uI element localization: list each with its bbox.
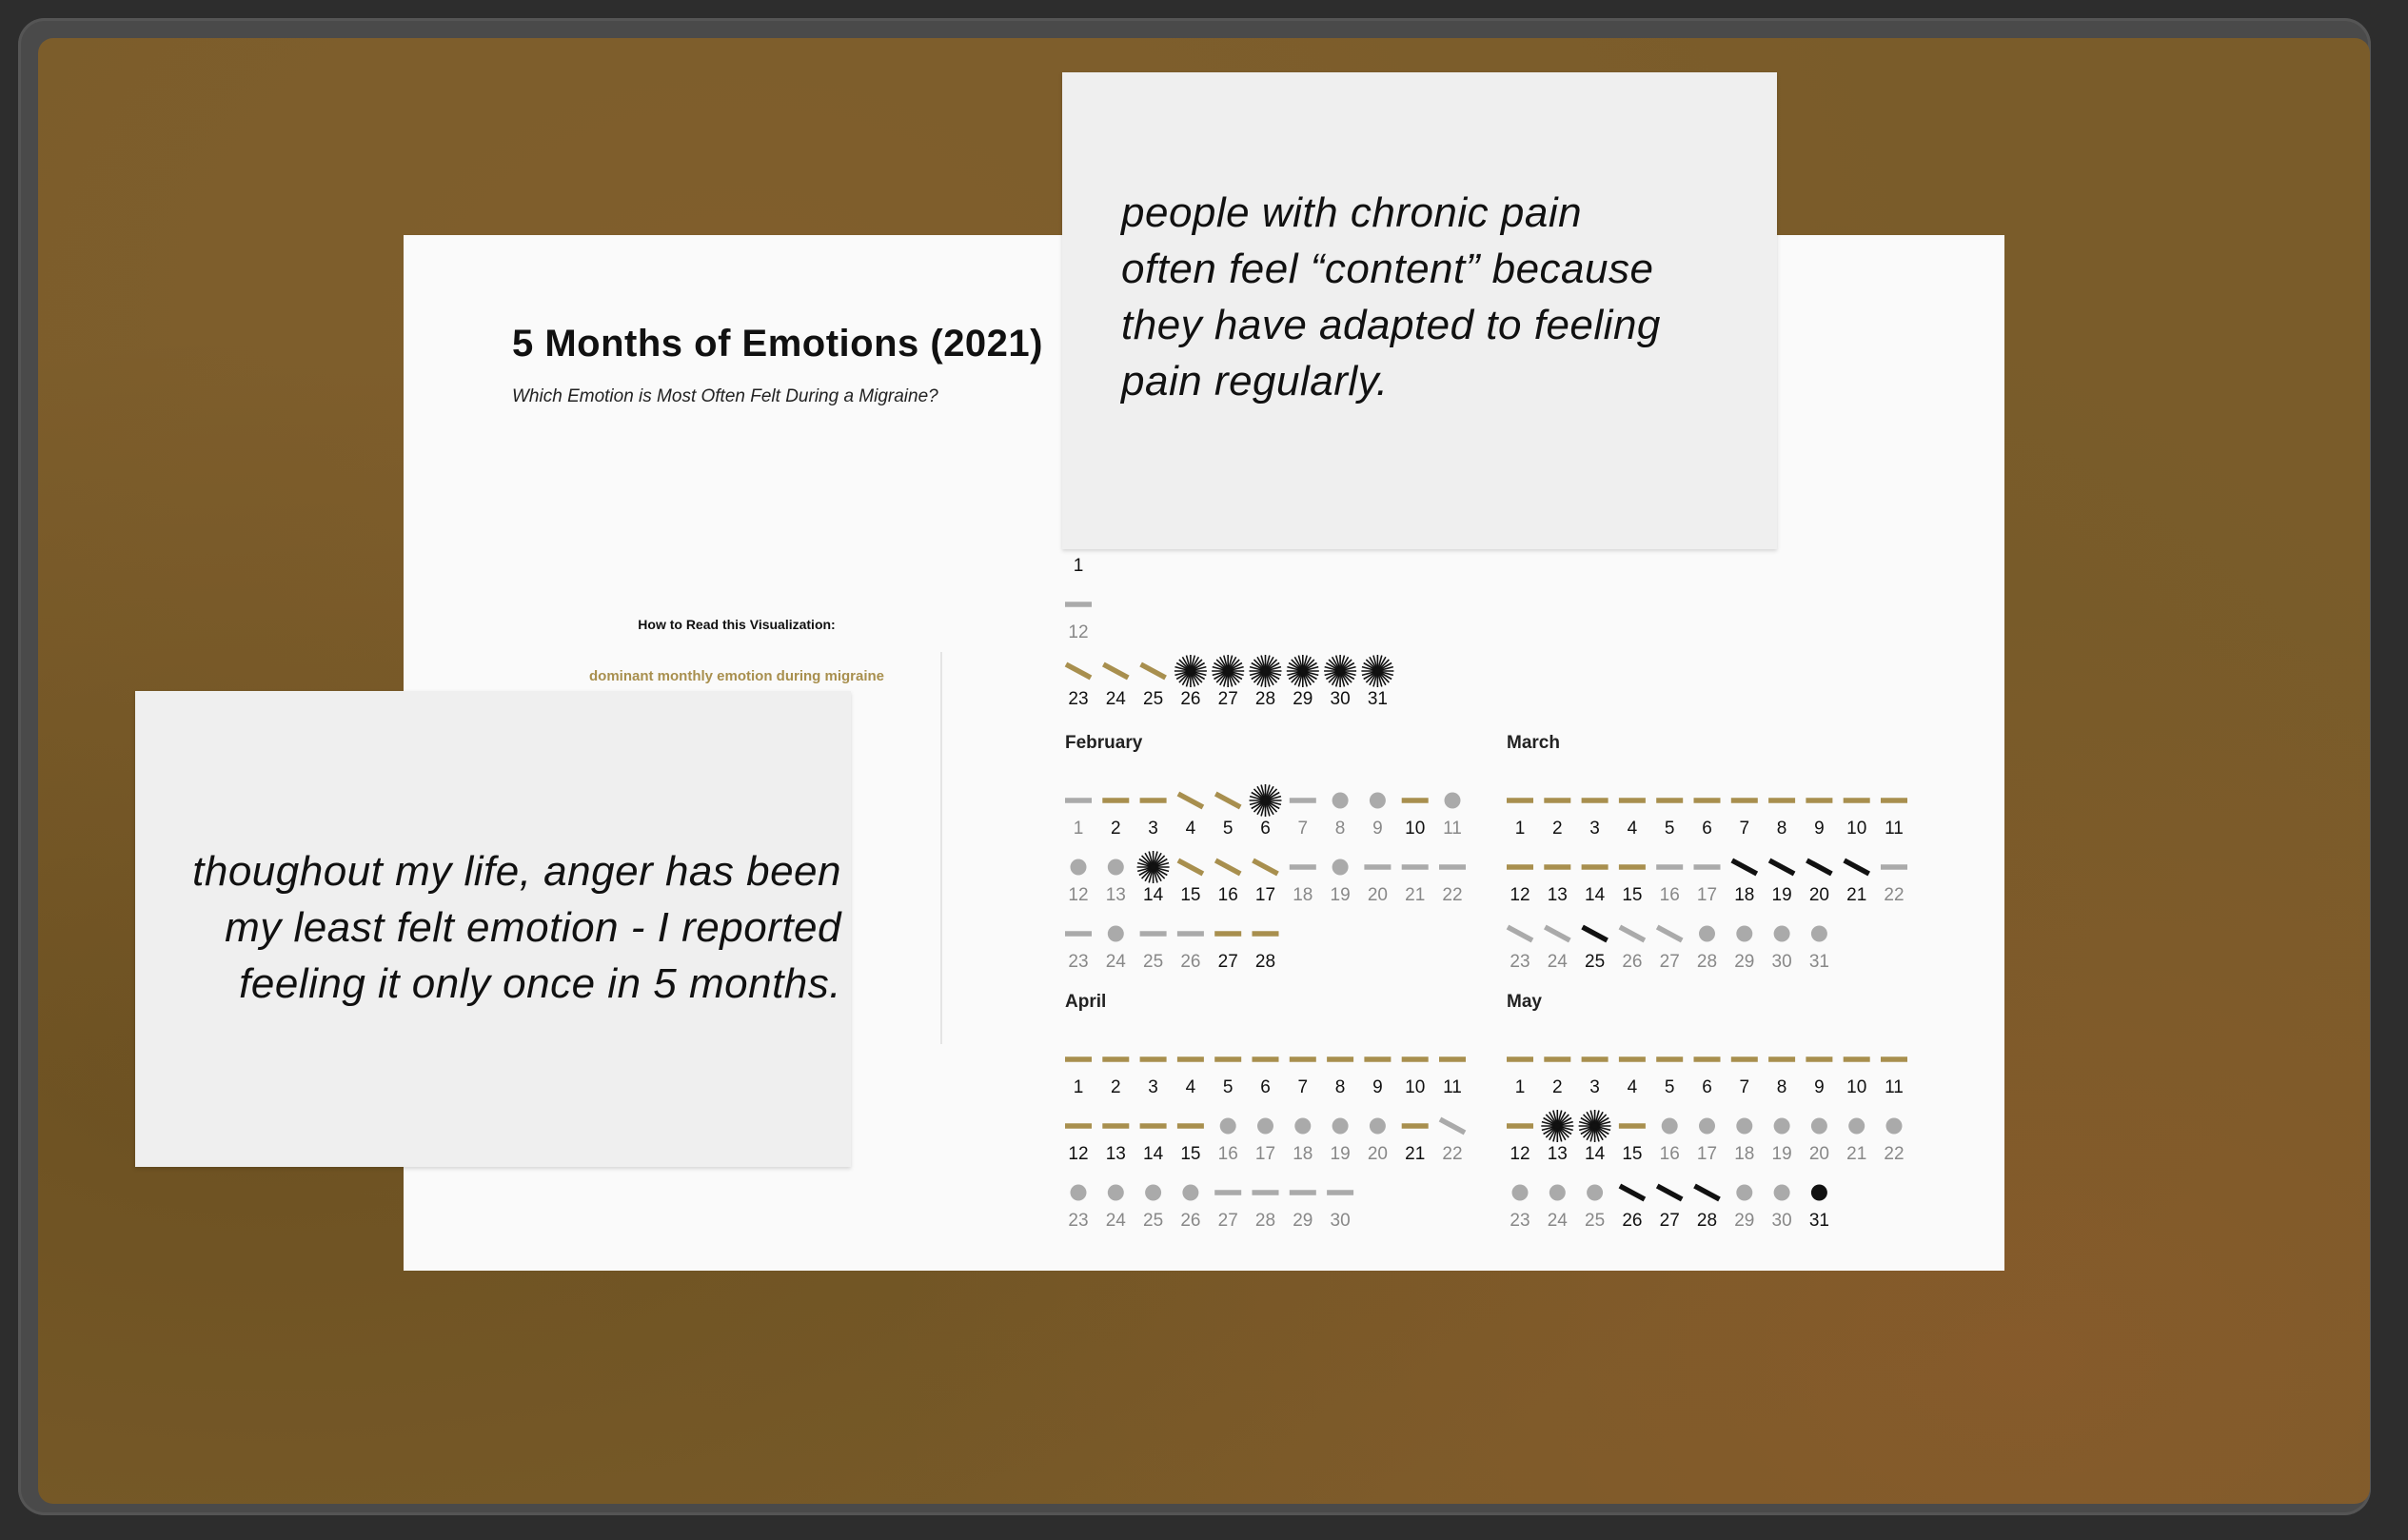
day-number: 22 bbox=[1442, 1144, 1463, 1164]
day-number: 1 bbox=[1514, 1077, 1526, 1097]
day-number: 19 bbox=[1771, 885, 1792, 905]
day-number: 26 bbox=[1622, 1211, 1643, 1231]
day-number: 11 bbox=[1443, 1077, 1462, 1097]
day-mark-dot bbox=[1071, 1185, 1087, 1201]
day-number: 8 bbox=[1776, 819, 1787, 839]
day-mark-back bbox=[1620, 1186, 1645, 1199]
day-mark-star bbox=[1541, 1110, 1573, 1142]
day-number: 12 bbox=[1068, 885, 1089, 905]
day-number: 22 bbox=[1884, 885, 1905, 905]
day-mark-dot bbox=[1332, 793, 1349, 809]
month-panel-february bbox=[1065, 733, 1466, 972]
day-number: 17 bbox=[1254, 885, 1276, 905]
day-number: 1 bbox=[1073, 556, 1084, 576]
day-number: 3 bbox=[1589, 1077, 1600, 1097]
day-number: 20 bbox=[1367, 885, 1388, 905]
day-number: 16 bbox=[1217, 885, 1238, 905]
day-number: 12 bbox=[1510, 1144, 1530, 1164]
day-mark-back bbox=[1845, 860, 1869, 874]
day-number: 26 bbox=[1622, 952, 1643, 972]
day-number: 23 bbox=[1068, 1211, 1089, 1231]
quote-top-line: pain regularly. bbox=[1121, 358, 1389, 405]
day-number: 30 bbox=[1771, 952, 1792, 972]
day-mark-back bbox=[1178, 794, 1203, 807]
day-number: 12 bbox=[1068, 1144, 1089, 1164]
day-number: 20 bbox=[1808, 1144, 1829, 1164]
day-number: 28 bbox=[1696, 1211, 1718, 1231]
day-number: 19 bbox=[1330, 1144, 1351, 1164]
day-number: 16 bbox=[1659, 1144, 1680, 1164]
day-mark-dot bbox=[1848, 1118, 1865, 1135]
day-number: 4 bbox=[1185, 1077, 1196, 1097]
day-number: 9 bbox=[1814, 1077, 1825, 1097]
day-mark-slant bbox=[1103, 664, 1128, 678]
month-panel-march bbox=[1507, 733, 1907, 972]
day-number: 10 bbox=[1405, 1077, 1426, 1097]
day-number: 26 bbox=[1180, 1211, 1201, 1231]
day-number: 13 bbox=[1547, 1144, 1568, 1164]
day-mark-dot bbox=[1108, 859, 1124, 876]
day-mark-back bbox=[1508, 927, 1532, 940]
day-mark-dot bbox=[1811, 926, 1827, 942]
day-mark-back bbox=[1545, 927, 1569, 940]
day-number: 9 bbox=[1372, 819, 1383, 839]
day-mark-dot bbox=[1370, 793, 1386, 809]
day-number: 23 bbox=[1510, 1211, 1530, 1231]
day-number: 10 bbox=[1405, 819, 1426, 839]
day-mark-back bbox=[1732, 860, 1757, 874]
day-number: 11 bbox=[1885, 1077, 1904, 1097]
day-number: 7 bbox=[1297, 819, 1309, 839]
day-mark-star bbox=[1287, 655, 1319, 687]
day-mark-back bbox=[1695, 1186, 1720, 1199]
day-mark-dot bbox=[1445, 793, 1461, 809]
day-mark-dot bbox=[1736, 926, 1752, 942]
day-number: 27 bbox=[1659, 1211, 1680, 1231]
day-mark-dot bbox=[1811, 1118, 1827, 1135]
day-number: 13 bbox=[1105, 1144, 1126, 1164]
day-number: 14 bbox=[1585, 1144, 1606, 1164]
day-number: 25 bbox=[1585, 952, 1606, 972]
day-number: 28 bbox=[1254, 689, 1276, 709]
day-mark-dot bbox=[1811, 1185, 1827, 1201]
day-number: 31 bbox=[1808, 952, 1829, 972]
howto-title: How to Read this Visualization: bbox=[638, 617, 836, 632]
day-number: 13 bbox=[1105, 885, 1126, 905]
day-number: 6 bbox=[1702, 1077, 1712, 1097]
day-number: 10 bbox=[1846, 1077, 1867, 1097]
day-mark-dot bbox=[1886, 1118, 1903, 1135]
day-number: 29 bbox=[1734, 952, 1755, 972]
day-number: 15 bbox=[1180, 885, 1201, 905]
page-subtitle: Which Emotion is Most Often Felt During a Migraine? bbox=[512, 386, 938, 406]
day-number: 14 bbox=[1143, 1144, 1164, 1164]
day-mark-star bbox=[1212, 655, 1244, 687]
day-number: 8 bbox=[1334, 819, 1346, 839]
day-number: 23 bbox=[1510, 952, 1530, 972]
day-number: 16 bbox=[1659, 885, 1680, 905]
day-mark-star bbox=[1250, 655, 1282, 687]
month-label: March bbox=[1507, 733, 1560, 753]
day-number: 28 bbox=[1254, 1211, 1276, 1231]
day-mark-back bbox=[1769, 860, 1794, 874]
day-mark-back bbox=[1178, 860, 1203, 874]
day-number: 17 bbox=[1696, 1144, 1718, 1164]
day-number: 27 bbox=[1217, 689, 1238, 709]
day-mark-dot bbox=[1736, 1185, 1752, 1201]
day-number: 19 bbox=[1771, 1144, 1792, 1164]
day-mark-dot bbox=[1587, 1185, 1603, 1201]
day-mark-star bbox=[1174, 655, 1207, 687]
day-mark-dot bbox=[1257, 1118, 1273, 1135]
day-mark-dot bbox=[1182, 1185, 1198, 1201]
day-number: 24 bbox=[1547, 1211, 1568, 1231]
day-number: 3 bbox=[1148, 819, 1158, 839]
day-mark-dot bbox=[1699, 1118, 1715, 1135]
quote-left-text bbox=[192, 843, 841, 1012]
day-number: 24 bbox=[1105, 952, 1126, 972]
day-number: 24 bbox=[1105, 1211, 1126, 1231]
day-number: 14 bbox=[1143, 885, 1164, 905]
day-number: 29 bbox=[1293, 1211, 1313, 1231]
day-number: 27 bbox=[1217, 1211, 1238, 1231]
day-number: 2 bbox=[1111, 1077, 1121, 1097]
day-number: 1 bbox=[1073, 819, 1084, 839]
day-number: 7 bbox=[1739, 1077, 1750, 1097]
day-number: 18 bbox=[1293, 1144, 1313, 1164]
day-number: 6 bbox=[1702, 819, 1712, 839]
day-number: 3 bbox=[1589, 819, 1600, 839]
day-mark-star bbox=[1579, 1110, 1611, 1142]
day-number: 15 bbox=[1180, 1144, 1201, 1164]
quote-top-line: people with chronic pain bbox=[1121, 189, 1583, 236]
quote-card-top bbox=[1062, 72, 1777, 549]
day-number: 24 bbox=[1105, 689, 1126, 709]
quote-top-line: they have adapted to feeling bbox=[1121, 302, 1661, 348]
day-number: 13 bbox=[1547, 885, 1568, 905]
day-mark-dot bbox=[1108, 926, 1124, 942]
quote-top-line: often feel “content” because bbox=[1121, 246, 1654, 292]
day-number: 30 bbox=[1771, 1211, 1792, 1231]
day-number: 23 bbox=[1068, 952, 1089, 972]
day-number: 1 bbox=[1073, 1077, 1084, 1097]
day-mark-dot bbox=[1736, 1118, 1752, 1135]
day-mark-star bbox=[1324, 655, 1356, 687]
day-mark-star bbox=[1250, 784, 1282, 817]
day-number: 2 bbox=[1111, 819, 1121, 839]
day-number: 25 bbox=[1143, 689, 1164, 709]
day-mark-dot bbox=[1774, 1185, 1790, 1201]
day-number: 26 bbox=[1180, 952, 1201, 972]
day-number: 12 bbox=[1510, 885, 1530, 905]
day-number: 29 bbox=[1293, 689, 1313, 709]
month-label: May bbox=[1507, 992, 1542, 1012]
day-number: 8 bbox=[1334, 1077, 1346, 1097]
day-number: 7 bbox=[1297, 1077, 1309, 1097]
day-number: 14 bbox=[1585, 885, 1606, 905]
day-mark-back bbox=[1215, 794, 1240, 807]
day-mark-dot bbox=[1294, 1118, 1311, 1135]
day-number: 6 bbox=[1260, 1077, 1271, 1097]
day-number: 29 bbox=[1734, 1211, 1755, 1231]
day-mark-dot bbox=[1071, 859, 1087, 876]
day-mark-back bbox=[1583, 927, 1608, 940]
day-number: 7 bbox=[1739, 819, 1750, 839]
day-mark-dot bbox=[1332, 1118, 1349, 1135]
day-number: 18 bbox=[1734, 885, 1755, 905]
day-number: 3 bbox=[1148, 1077, 1158, 1097]
day-number: 26 bbox=[1180, 689, 1201, 709]
quote-left-line: feeling it only once in 5 months. bbox=[239, 960, 841, 1007]
day-mark-back bbox=[1657, 927, 1682, 940]
day-number: 22 bbox=[1884, 1144, 1905, 1164]
day-number: 4 bbox=[1627, 819, 1638, 839]
day-mark-dot bbox=[1549, 1185, 1566, 1201]
day-number: 9 bbox=[1814, 819, 1825, 839]
day-number: 4 bbox=[1185, 819, 1196, 839]
day-mark-dot bbox=[1220, 1118, 1236, 1135]
quote-card-left bbox=[135, 691, 851, 1167]
day-number: 30 bbox=[1330, 689, 1351, 709]
page-title: 5 Months of Emotions (2021) bbox=[512, 323, 1043, 365]
month-panel-may bbox=[1507, 992, 1907, 1231]
day-number: 11 bbox=[1885, 819, 1904, 839]
day-number: 25 bbox=[1585, 1211, 1606, 1231]
day-number: 19 bbox=[1330, 885, 1351, 905]
day-number: 2 bbox=[1552, 1077, 1563, 1097]
day-number: 28 bbox=[1254, 952, 1276, 972]
day-number: 23 bbox=[1068, 689, 1089, 709]
day-mark-back bbox=[1806, 860, 1831, 874]
legend-dominant-emotion: dominant monthly emotion during migraine bbox=[589, 668, 884, 684]
day-number: 16 bbox=[1217, 1144, 1238, 1164]
day-number: 5 bbox=[1664, 1077, 1675, 1097]
day-mark-dot bbox=[1332, 859, 1349, 876]
month-panel-april bbox=[1065, 992, 1466, 1231]
day-mark-back bbox=[1657, 1186, 1682, 1199]
day-number: 27 bbox=[1659, 952, 1680, 972]
day-mark-dot bbox=[1699, 926, 1715, 942]
day-number: 20 bbox=[1367, 1144, 1388, 1164]
day-number: 31 bbox=[1367, 689, 1388, 709]
day-mark-dot bbox=[1662, 1118, 1678, 1135]
day-mark-star bbox=[1361, 655, 1393, 687]
day-number: 18 bbox=[1734, 1144, 1755, 1164]
day-mark-dot bbox=[1108, 1185, 1124, 1201]
day-number: 15 bbox=[1622, 1144, 1643, 1164]
day-number: 28 bbox=[1696, 952, 1718, 972]
day-number: 20 bbox=[1808, 885, 1829, 905]
day-mark-dot bbox=[1774, 926, 1790, 942]
day-mark-dot bbox=[1370, 1118, 1386, 1135]
quote-left-line: thoughout my life, anger has been bbox=[192, 848, 841, 895]
day-mark-back bbox=[1440, 1119, 1465, 1133]
day-mark-back bbox=[1215, 860, 1240, 874]
day-number: 21 bbox=[1405, 885, 1426, 905]
day-number: 21 bbox=[1846, 1144, 1867, 1164]
day-number: 21 bbox=[1405, 1144, 1426, 1164]
day-number: 2 bbox=[1552, 819, 1563, 839]
day-number: 22 bbox=[1442, 885, 1463, 905]
day-number: 30 bbox=[1330, 1211, 1351, 1231]
day-number: 27 bbox=[1217, 952, 1238, 972]
day-mark-dot bbox=[1512, 1185, 1529, 1201]
day-number: 31 bbox=[1808, 1211, 1829, 1231]
day-number: 25 bbox=[1143, 952, 1164, 972]
month-label: April bbox=[1065, 992, 1107, 1012]
day-number: 11 bbox=[1443, 819, 1462, 839]
day-mark-dot bbox=[1774, 1118, 1790, 1135]
day-mark-slant bbox=[1066, 664, 1091, 678]
day-mark-star bbox=[1137, 851, 1170, 883]
day-number: 6 bbox=[1260, 819, 1271, 839]
day-number: 24 bbox=[1547, 952, 1568, 972]
day-number: 25 bbox=[1143, 1211, 1164, 1231]
quote-left-line: my least felt emotion - I reported bbox=[225, 904, 841, 951]
day-number: 9 bbox=[1372, 1077, 1383, 1097]
quote-top-text bbox=[1121, 185, 1661, 409]
day-number: 1 bbox=[1514, 819, 1526, 839]
day-number: 18 bbox=[1293, 885, 1313, 905]
month-label: February bbox=[1065, 733, 1143, 753]
day-number: 15 bbox=[1622, 885, 1643, 905]
wallpaper-board bbox=[38, 38, 2370, 1504]
day-number: 12 bbox=[1068, 622, 1089, 642]
day-number: 21 bbox=[1846, 885, 1867, 905]
day-mark-back bbox=[1620, 927, 1645, 940]
day-mark-slant bbox=[1141, 664, 1166, 678]
day-number: 5 bbox=[1664, 819, 1675, 839]
day-number: 17 bbox=[1254, 1144, 1276, 1164]
day-mark-back bbox=[1253, 860, 1278, 874]
day-mark-dot bbox=[1145, 1185, 1161, 1201]
day-number: 5 bbox=[1222, 819, 1234, 839]
day-number: 10 bbox=[1846, 819, 1867, 839]
day-number: 17 bbox=[1696, 885, 1718, 905]
day-number: 4 bbox=[1627, 1077, 1638, 1097]
day-number: 8 bbox=[1776, 1077, 1787, 1097]
day-number: 5 bbox=[1222, 1077, 1234, 1097]
